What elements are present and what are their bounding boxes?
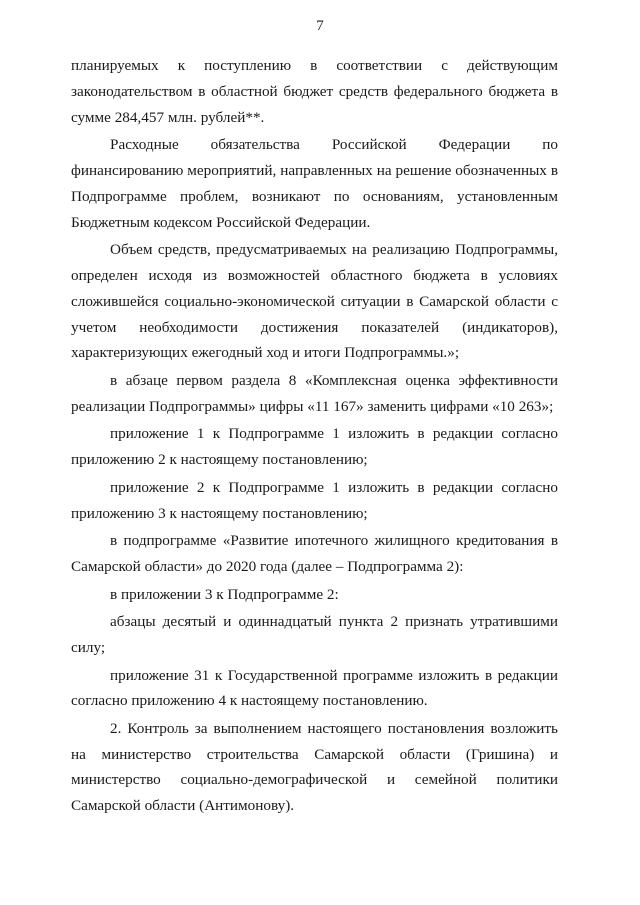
paragraph-line: 2. Контроль за выполнением настоящего постановления возложить	[110, 719, 558, 737]
page-number: 7	[316, 18, 324, 34]
paragraph-line: на министерство строительства Самарской области (Гришина) и	[71, 745, 558, 763]
paragraph-line: реализации Подпрограммы» цифры «11 167» заменить цифрами «10 263»;	[71, 397, 554, 415]
document-body	[71, 53, 558, 821]
paragraph-line: сумме 284,457 млн. рублей**.	[71, 108, 265, 126]
paragraph-line: в подпрограмме «Развитие ипотечного жилищного кредитования в	[110, 532, 558, 550]
paragraph-line: в приложении 3 к Подпрограмме 2:	[110, 585, 339, 603]
paragraph-line: Объем средств, предусматриваемых на реализацию Подпрограммы,	[110, 241, 558, 259]
paragraph	[71, 53, 558, 130]
paragraph-line: сложившейся социально-экономической ситуации в Самарской области с	[71, 292, 558, 310]
paragraph	[71, 582, 558, 608]
paragraph-line: министерство социально-демографической и семейной политики	[71, 771, 558, 789]
paragraph-line: в абзаце первом раздела 8 «Комплексная оценка эффективности	[110, 371, 558, 389]
paragraph	[71, 132, 558, 235]
paragraph	[71, 368, 558, 420]
paragraph-line: характеризующих ежегодный ход и итоги Подпрограммы.»;	[71, 344, 460, 362]
paragraph	[71, 609, 558, 661]
paragraph-line: приложение 2 к Подпрограмме 1 изложить в редакции согласно	[110, 478, 558, 496]
paragraph-line: финансированию мероприятий, направленных на решение обозначенных в	[71, 161, 558, 179]
paragraph-line: силу;	[71, 638, 106, 656]
paragraph	[71, 716, 558, 819]
paragraph-line: Бюджетным кодексом Российской Федерации.	[71, 213, 371, 231]
paragraph-line: Расходные обязательства Российской Федерации по	[110, 136, 558, 154]
paragraph-line: определен исходя из возможностей областного бюджета в условиях	[71, 266, 558, 284]
paragraph-line: приложению 2 к настоящему постановлению;	[71, 451, 368, 469]
paragraph	[71, 237, 558, 366]
paragraph-line: законодательством в областной бюджет средств федерального бюджета в	[71, 82, 558, 100]
paragraph-line: Самарской области» до 2020 года (далее – Подпрограмма 2):	[71, 557, 464, 575]
paragraph-line: приложение 1 к Подпрограмме 1 изложить в редакции согласно	[110, 425, 558, 443]
paragraph-line: приложение 31 к Государственной программе изложить в редакции	[110, 666, 558, 684]
paragraph-line: абзацы десятый и одиннадцатый пункта 2 признать утратившими	[110, 613, 558, 631]
paragraph-line: планируемых к поступлению в соответствии с действующим	[71, 57, 558, 74]
paragraph	[71, 528, 558, 580]
paragraph-line: Подпрограмме проблем, возникают по основаниям, установленным	[71, 187, 558, 205]
paragraph	[71, 421, 558, 473]
paragraph	[71, 663, 558, 715]
paragraph	[71, 475, 558, 527]
paragraph-line: приложению 3 к настоящему постановлению;	[71, 504, 368, 522]
paragraph-line: согласно приложению 4 к настоящему постановлению.	[71, 692, 428, 710]
paragraph-line: Самарской области (Антимонову).	[71, 797, 295, 815]
paragraph-line: учетом необходимости достижения показателей (индикаторов),	[71, 318, 558, 336]
